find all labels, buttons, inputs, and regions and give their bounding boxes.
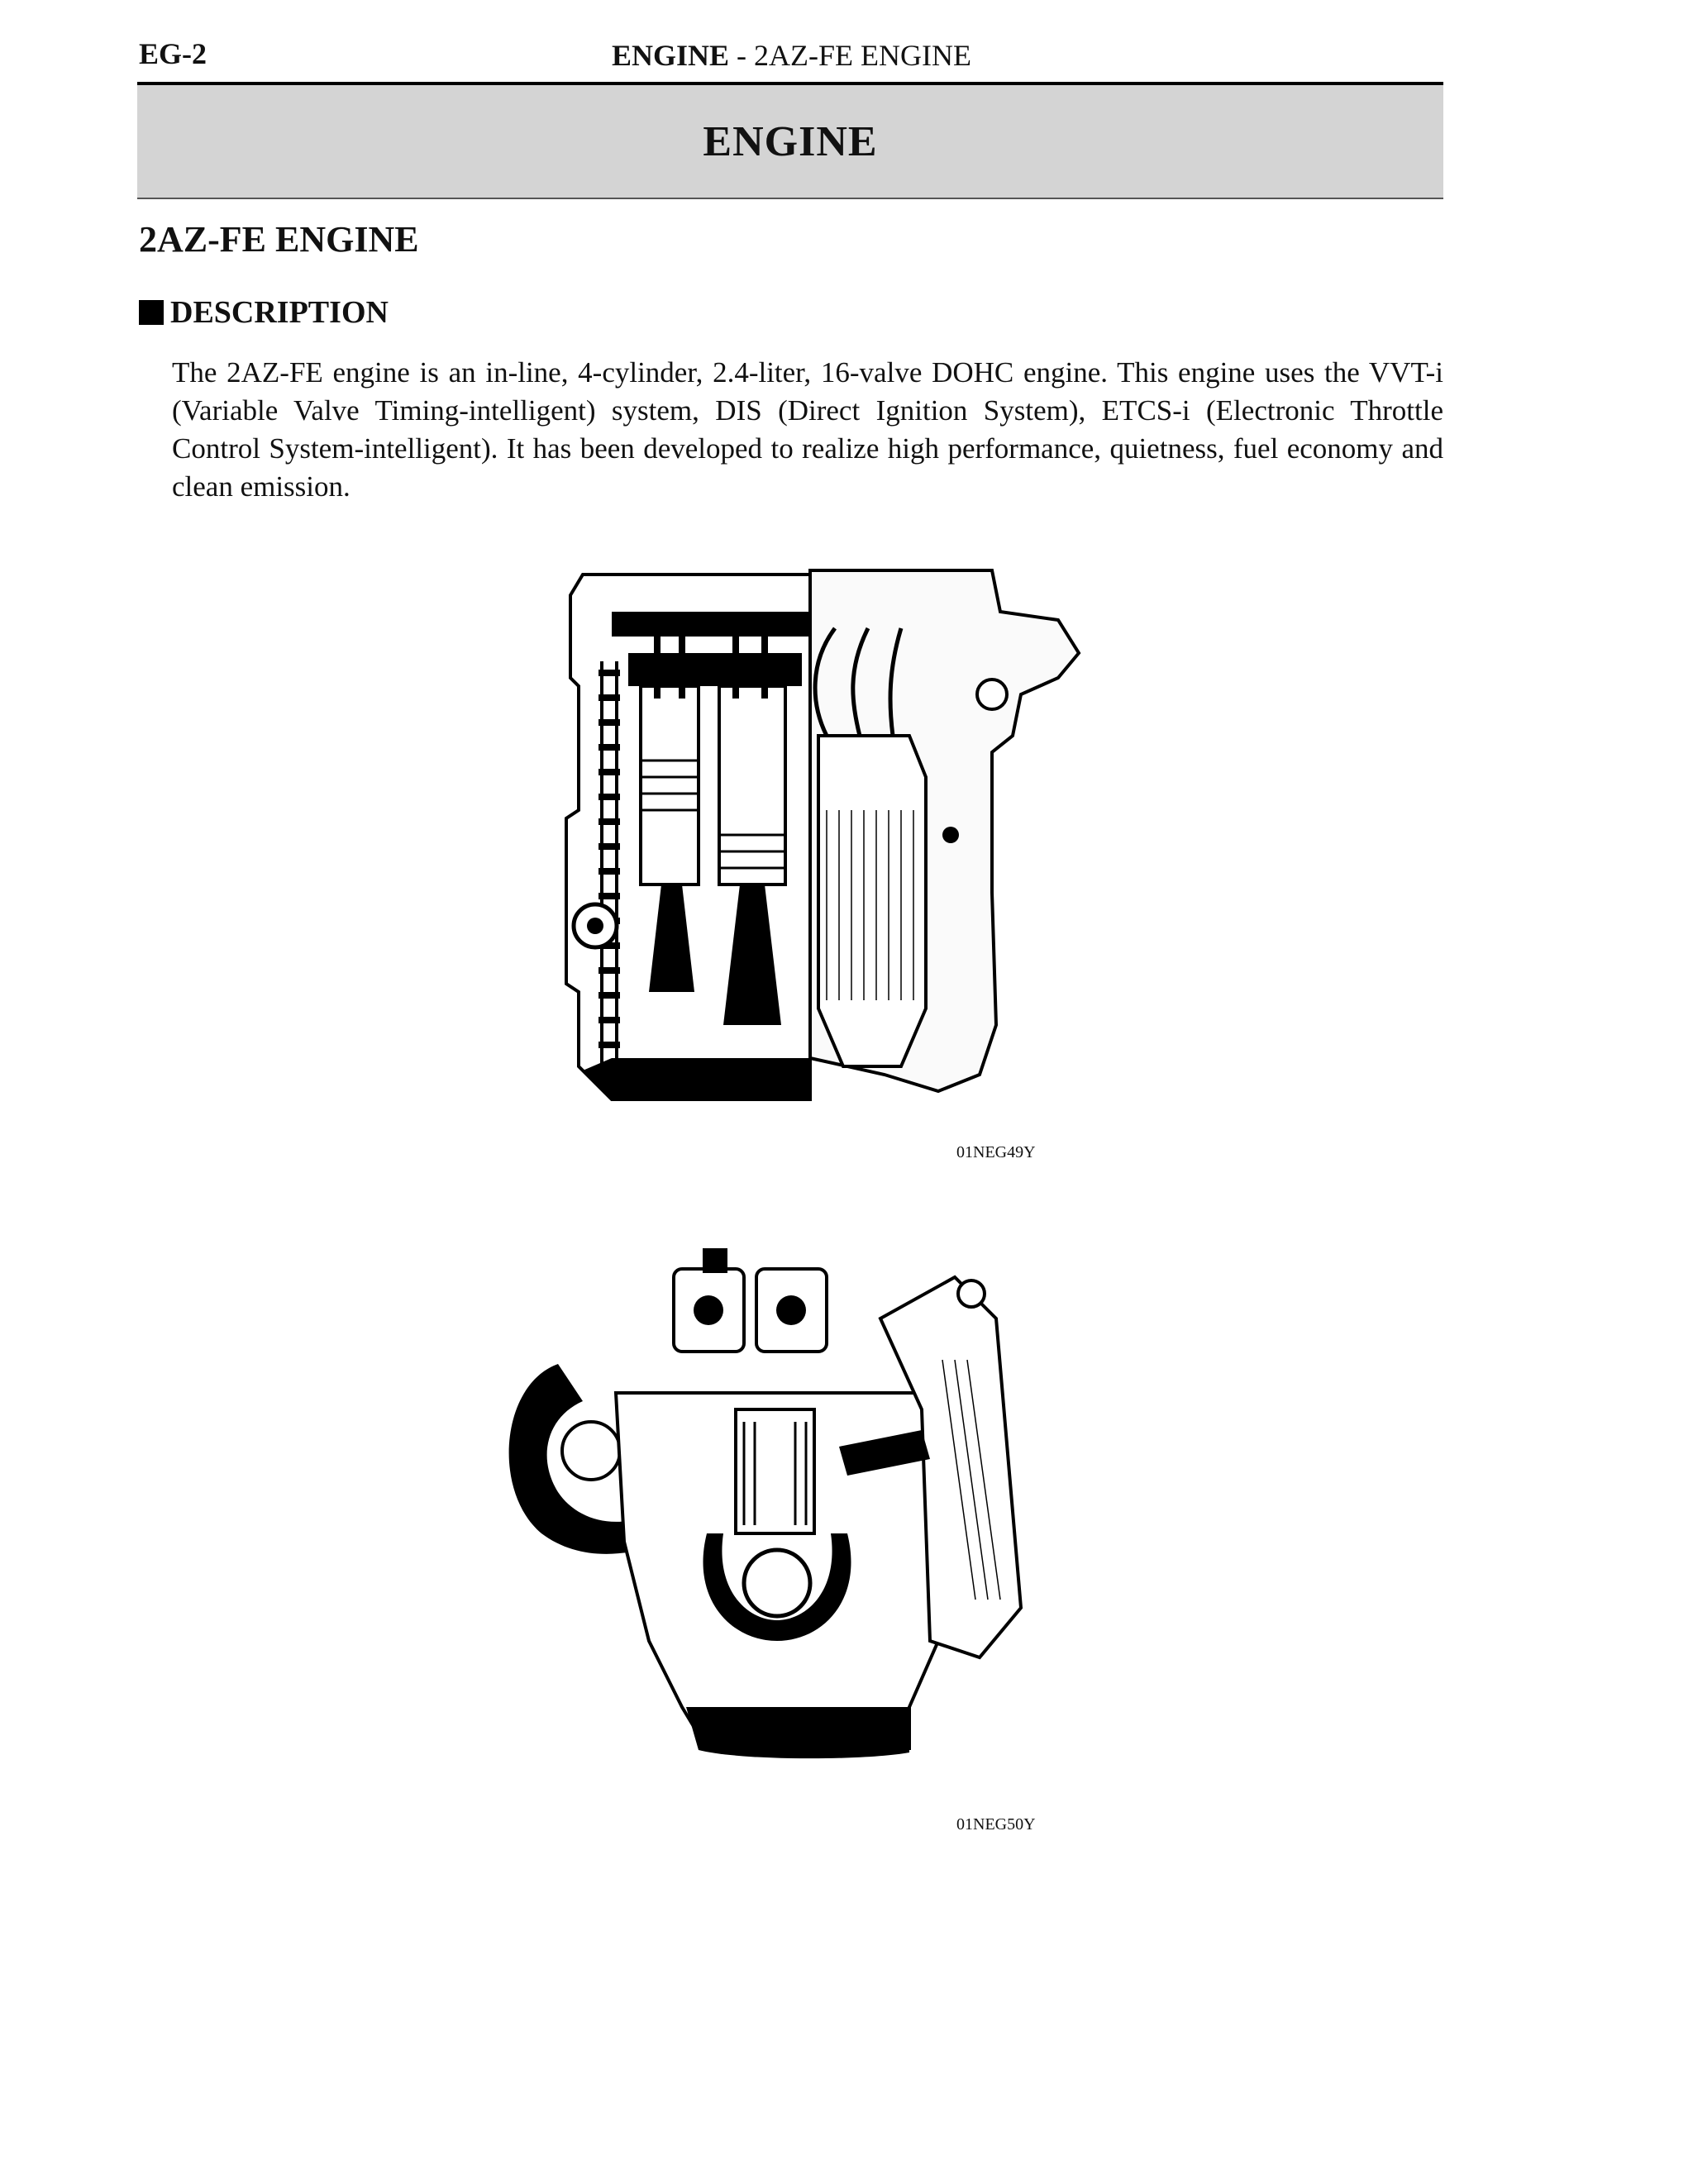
figure-code-1: 01NEG49Y [956, 1143, 1036, 1161]
running-header-subsection: - 2AZ-FE ENGINE [729, 39, 971, 72]
description-paragraph: The 2AZ-FE engine is an in-line, 4-cylinder, 2.4-liter, 16-valve DOHC engine. This engine uses the VVT-i (Variable Valve Timing-intelligent) system, DIS (Direct Ignition System), ETCS-i (Electronic Throttle Control System-intelligent). It has been developed to realize high performance, quietness, fuel economy and clean emission. [172, 356, 1443, 503]
running-header-section: ENGINE [612, 39, 730, 72]
running-header [612, 38, 971, 73]
page-number: EG-2 [139, 37, 207, 70]
square-bullet-icon [139, 300, 164, 325]
engine-front-cutaway-illustration [562, 562, 1091, 1108]
section-heading: 2AZ-FE ENGINE [139, 219, 419, 260]
chapter-title: ENGINE [703, 117, 878, 165]
engine-side-cutaway-illustration [492, 1244, 1037, 1781]
subsection-heading [139, 294, 389, 331]
figure-code-2: 01NEG50Y [956, 1815, 1036, 1834]
subsection-heading-text: DESCRIPTION [170, 295, 389, 330]
engine-side-cutaway-figure [492, 1244, 1037, 1781]
engine-front-cutaway-figure [562, 562, 1091, 1108]
title-band [137, 85, 1443, 199]
